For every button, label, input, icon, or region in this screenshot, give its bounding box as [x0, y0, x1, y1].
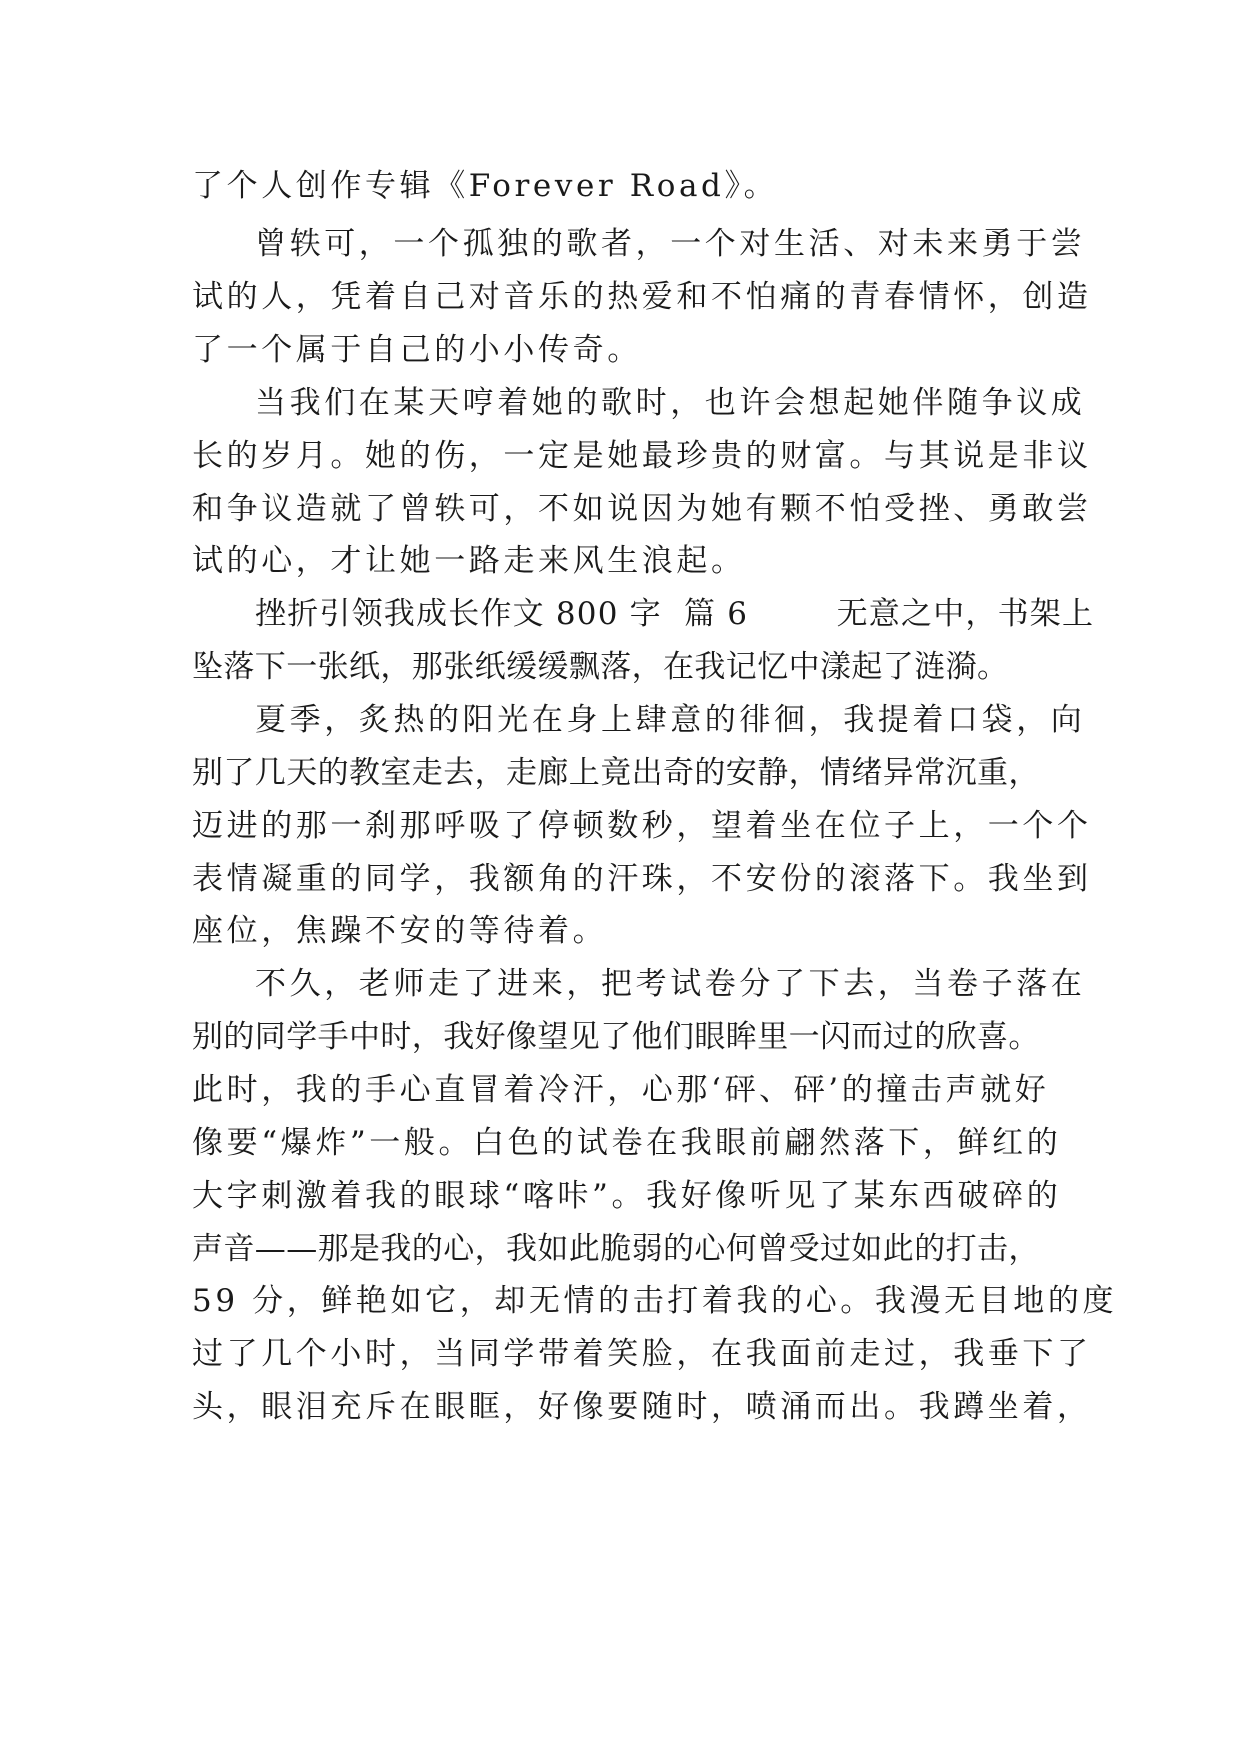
text-line: 过了几个小时，当同学带着笑脸，在我面前走过，我垂下了	[192, 1336, 1092, 1372]
paragraph-start-line: 当我们在某天哼着她的歌时，也许会想起她伴随争议成	[255, 385, 1086, 421]
text-line: 像要“爆炸”一般。白色的试卷在我眼前翩然落下，鲜红的	[192, 1125, 1062, 1161]
text-line: 试的心，才让她一路走来风生浪起。	[192, 543, 746, 579]
text-line: 坠落下一张纸，那张纸缓缓飘落，在我记忆中漾起了涟漪。	[192, 649, 1009, 685]
text-line: 试的人，凭着自己对音乐的热爱和不怕痛的青春情怀，创造	[192, 279, 1092, 315]
text-line: 表情凝重的同学，我额角的汗珠，不安份的滚落下。我坐到	[192, 861, 1092, 897]
text-line: 59 分，鲜艳如它，却无情的击打着我的心。我漫无目地的度	[192, 1283, 1118, 1319]
text-line: 头，眼泪充斥在眼眶，好像要随时，喷涌而出。我蹲坐着，	[192, 1389, 1092, 1425]
text-line: 别了几天的教室走去，走廊上竟出奇的安静，情绪异常沉重，	[192, 755, 1040, 791]
text-line: 大字刺激着我的眼球“喀咔”。我好像听见了某东西破碎的	[192, 1178, 1062, 1214]
text-line: 了个人创作专辑《Forever Road》。	[192, 168, 779, 204]
text-line: 别的同学手中时，我好像望见了他们眼眸里一闪而过的欣喜。	[192, 1019, 1040, 1055]
text-line: 迈进的那一刹那呼吸了停顿数秒，望着坐在位子上，一个个	[192, 808, 1092, 844]
paragraph-start-line: 不久，老师走了进来，把考试卷分了下去，当卷子落在	[255, 966, 1086, 1002]
text-line: 了一个属于自己的小小传奇。	[192, 332, 642, 368]
text-line: 声音——那是我的心，我如此脆弱的心何曾受过如此的打击，	[192, 1231, 1040, 1267]
text-line: 此时，我的手心直冒着冷汗，心那‘砰、砰’的撞击声就好	[192, 1072, 1050, 1108]
paragraph-start-line: 夏季，炙热的阳光在身上肆意的徘徊，我提着口袋，向	[255, 702, 1086, 738]
paragraph-start-line: 曾轶可，一个孤独的歌者，一个对生活、对未来勇于尝	[255, 226, 1086, 262]
text-line: 长的岁月。她的伤，一定是她最珍贵的财富。与其说是非议	[192, 438, 1092, 474]
text-line: 座位，焦躁不安的等待着。	[192, 913, 608, 949]
essay-heading-line: 挫折引领我成长作文 800 字 篇 6 无意之中，书架上	[255, 596, 1095, 632]
text-line: 和争议造就了曾轶可，不如说因为她有颗不怕受挫、勇敢尝	[192, 491, 1092, 527]
